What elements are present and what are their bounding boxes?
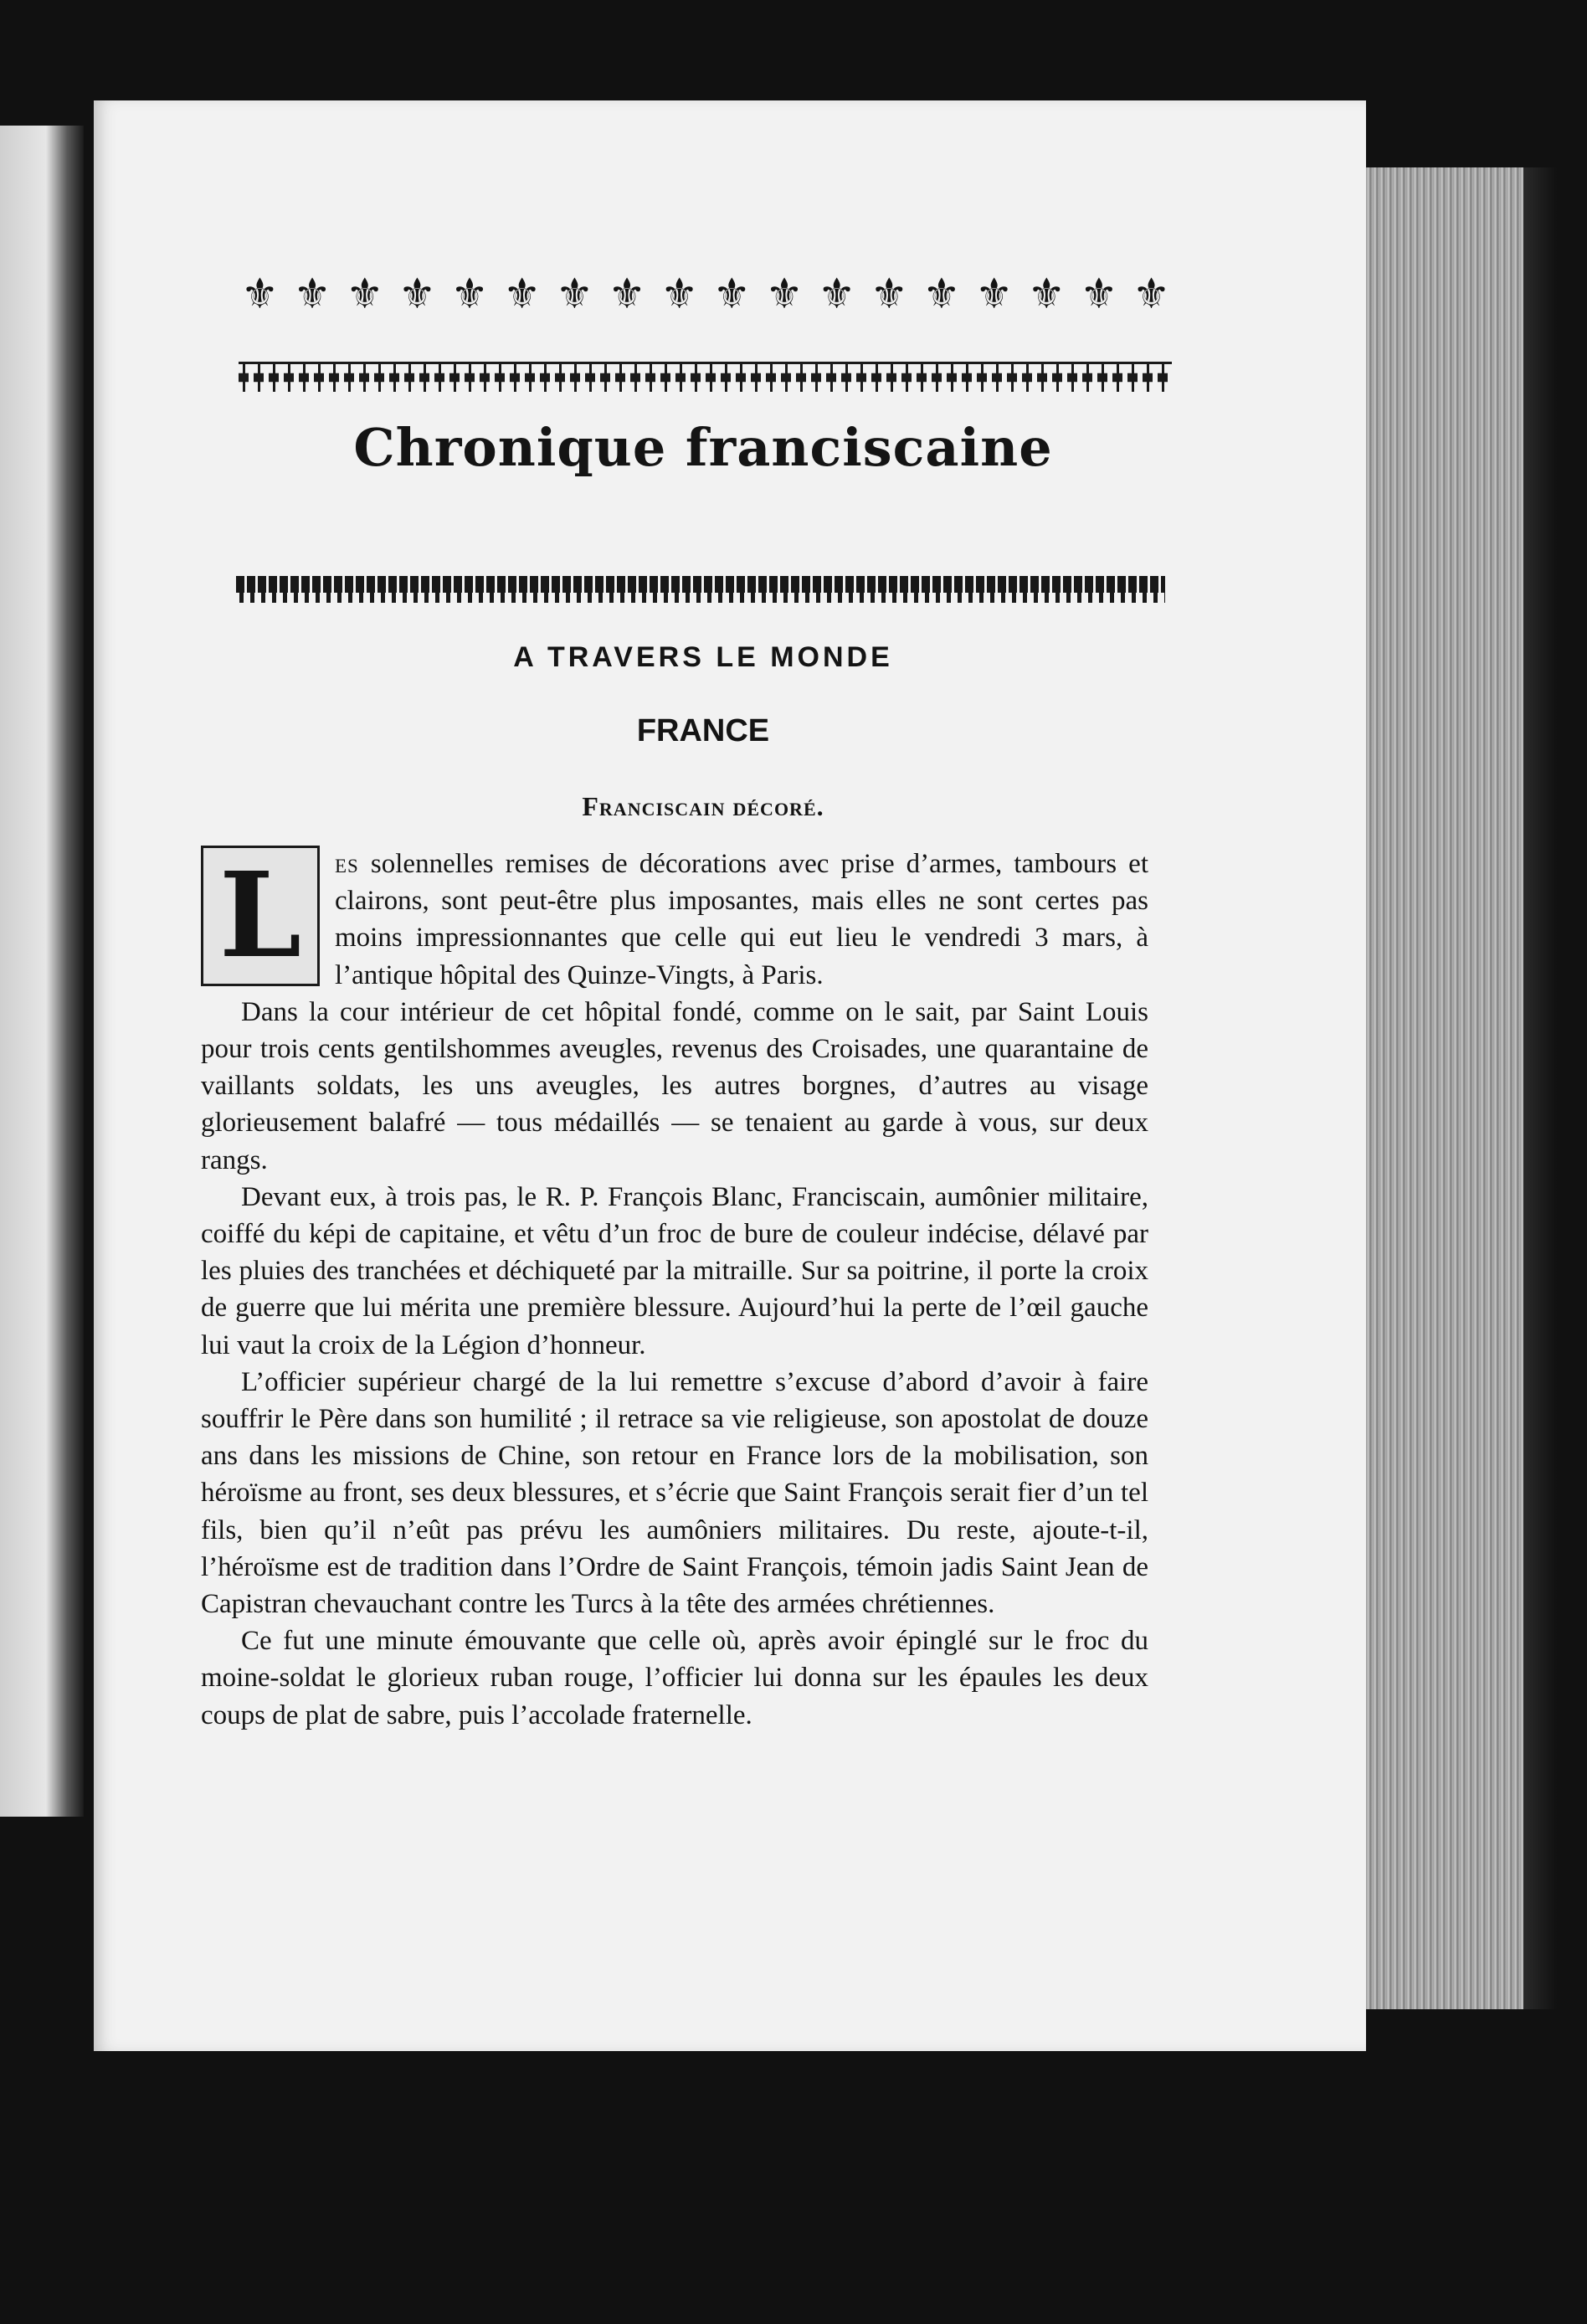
divider-ornament — [236, 576, 1165, 593]
cross-border-ornament-vertical — [239, 363, 1172, 392]
page-block-edge — [1366, 167, 1523, 2009]
drop-cap-initial: L — [201, 846, 320, 986]
fleur-de-lis-icon: ⚜ — [922, 270, 961, 318]
page-block-shadow — [1523, 167, 1557, 2009]
fleur-de-lis-icon: ⚜ — [450, 270, 489, 318]
paragraph-3: Devant eux, à trois pas, le R. P. François Blanc, Franciscain, aumônier militaire, coiffé du képi de capitaine, et vêtu d’un froc de bure de couleur indécise, délavé par les pluies des tranchées et déchiqueté par la mitraille. Sur sa poitrine, il porte la croix de guerre que lui mérita une première blessure. Aujourd’hui la perte de l’œil gauche lui vaut la croix de la Légion d’honneur. — [201, 1181, 1148, 1360]
paragraph-4: L’officier supérieur chargé de la lui remettre s’excuse d’abord d’avoir à faire souffrir le Père dans son humilité ; il retrace sa vie religieuse, son apostolat de douze ans dans les missions de Chine, son retour en France lors de la mobilisation, son héroïsme au front, ses deux blessures, et s’écrie que Saint François serait fier d’un tel fils, bien qu’il n’eût pas prévu les aumôniers militaires. Du reste, ajoute-t-il, l’héroïsme est de tradition dans l’Ordre de Saint François, témoin jadis Saint Jean de Capistran chevauchant contre les Turcs à la tête des armées chrétiennes. — [201, 1366, 1148, 1620]
paragraph-2: Dans la cour intérieur de cet hôpital fondé, comme on le sait, par Saint Louis pour trois cents gentilshommes aveugles, revenus des Croisades, une quarantaine de vaillants soldats, les uns aveugles, les autres borgnes, d’autres au visage glorieusement balafré — tous médaillés — se tenaient au garde à vous, sur deux rangs. — [201, 996, 1148, 1175]
fleur-de-lis-icon: ⚜ — [660, 270, 699, 318]
fleur-de-lis-icon: ⚜ — [398, 270, 436, 318]
fleur-de-lis-icon: ⚜ — [293, 270, 331, 318]
fleur-de-lis-icon: ⚜ — [870, 270, 908, 318]
fleur-de-lis-icon: ⚜ — [1027, 270, 1066, 318]
fleur-de-lis-icon: ⚜ — [1132, 270, 1170, 318]
fleur-de-lis-icon: ⚜ — [241, 270, 279, 318]
chronicle-title: Chronique franciscaine — [353, 417, 1053, 478]
fleur-de-lis-icon: ⚜ — [712, 270, 751, 318]
paragraph-1-lead: es — [335, 849, 359, 879]
fleur-de-lis-icon: ⚜ — [608, 270, 646, 318]
section-title: A TRAVERS LE MONDE — [513, 641, 893, 673]
fleur-de-lis-icon: ⚜ — [555, 270, 593, 318]
fleur-de-lis-icon: ⚜ — [346, 270, 384, 318]
fleur-de-lis-icon: ⚜ — [765, 270, 804, 318]
paragraph-5: Ce fut une minute émouvante que celle où, après avoir épinglé sur le froc du moine-soldat le glorieux ruban rouge, l’officier lui donna sur les épaules les deux coups de plat de sabre, puis l’accolade fraternelle. — [201, 1626, 1148, 1730]
paragraph-1 — [201, 846, 1148, 994]
divider-ornament-lower — [236, 591, 1165, 603]
header-ornament — [241, 266, 1170, 321]
fleur-de-lis-icon: ⚜ — [975, 270, 1014, 318]
article-body — [201, 846, 1148, 1734]
fleur-de-lis-icon: ⚜ — [503, 270, 542, 318]
left-page-edge — [0, 126, 84, 1817]
article-title: Franciscain décoré. — [582, 791, 824, 821]
paragraph-1-text: solennelles remises de décorations avec prise d’armes, tambours et clairons, sont peut-être plus imposantes, mais elles ne sont certes pas moins impressionnantes que celle qui eut lieu le vendredi 3 mars, à l’antique hôpital des Quinze-Vingts, à Paris. — [335, 849, 1148, 990]
fleur-de-lis-icon: ⚜ — [1080, 270, 1118, 318]
country-heading: FRANCE — [636, 713, 770, 748]
fleur-de-lis-icon: ⚜ — [818, 270, 856, 318]
